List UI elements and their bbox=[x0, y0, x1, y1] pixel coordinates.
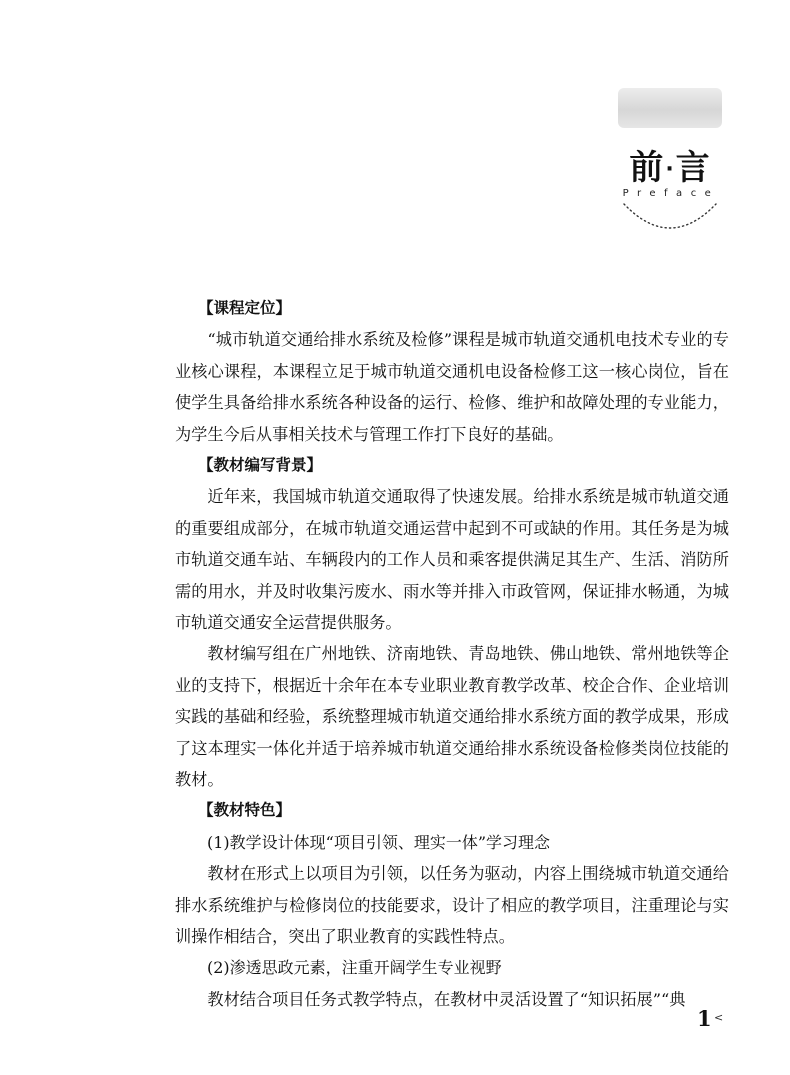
preface-title-block bbox=[612, 88, 727, 248]
section-heading-writing-background: 【教材编写背景】 bbox=[198, 456, 323, 475]
paragraph: “城市轨道交通给排水系统及检修”课程是城市轨道交通机电技术专业的专业核心课程，本课程立足于城市轨道交通机电设备检修工这一核心岗位，旨在使学生具备给排水系统各种设备的运行、检修、维护和故障处理的专业能力，为学生今后从事相关技术与管理工作打下良好的基础。 bbox=[175, 330, 729, 444]
dotted-arc-decoration bbox=[620, 200, 720, 240]
section-heading-course-positioning: 【课程定位】 bbox=[198, 299, 292, 317]
paragraph: 教材结合项目任务式教学特点，在教材中灵活设置了“知识拓展”“典 bbox=[207, 989, 686, 1009]
section-heading-textbook-features: 【教材特色】 bbox=[198, 801, 292, 820]
page-title bbox=[612, 140, 727, 189]
paragraph: 近年来，我国城市轨道交通取得了快速发展。给排水系统是城市轨道交通的重要组成部分，在城市轨道交通运营中起到不可或缺的作用。其任务是为城市轨道交通车站、车辆段内的工作人员和乘客提供满足其生产、生活、消防所需的用水，并及时收集污废水、雨水等并排入市政管网，保证排水畅通，为城市轨道交通安全运营提供服务。 bbox=[175, 487, 729, 633]
preface-body bbox=[175, 293, 729, 1015]
page-number: 1 bbox=[697, 1006, 712, 1031]
feature-subheading-2: (2)渗透思政元素，注重开阔学生专业视野 bbox=[207, 958, 502, 978]
page-corner-mark: < bbox=[714, 1011, 724, 1024]
title-char-1: 前 bbox=[629, 148, 664, 188]
title-char-2: 言 bbox=[675, 148, 710, 188]
paragraph: 教材在形式上以项目为引领，以任务为驱动，内容上围绕城市轨道交通给排水系统维护与检修岗位的技能要求，设计了相应的教学项目，注重理论与实训操作相结合，突出了职业教育的实践性特点。 bbox=[175, 864, 729, 947]
page-subtitle: Preface bbox=[622, 188, 720, 199]
title-separator: · bbox=[665, 157, 674, 182]
paragraph: 教材编写组在广州地铁、济南地铁、青岛地铁、佛山地铁、常州地铁等企业的支持下，根据近十余年在本专业职业教育教学改革、校企合作、企业培训实践的基础和经验，系统整理城市轨道交通给排水系统方面的教学成果，形成了这本理实一体化并适于培养城市轨道交通给排水系统设备检修类岗位技能的教材。 bbox=[175, 644, 729, 790]
feature-subheading-1: (1)教学设计体现“项目引领、理实一体”学习理念 bbox=[207, 832, 551, 852]
title-shade-decoration bbox=[618, 88, 722, 128]
